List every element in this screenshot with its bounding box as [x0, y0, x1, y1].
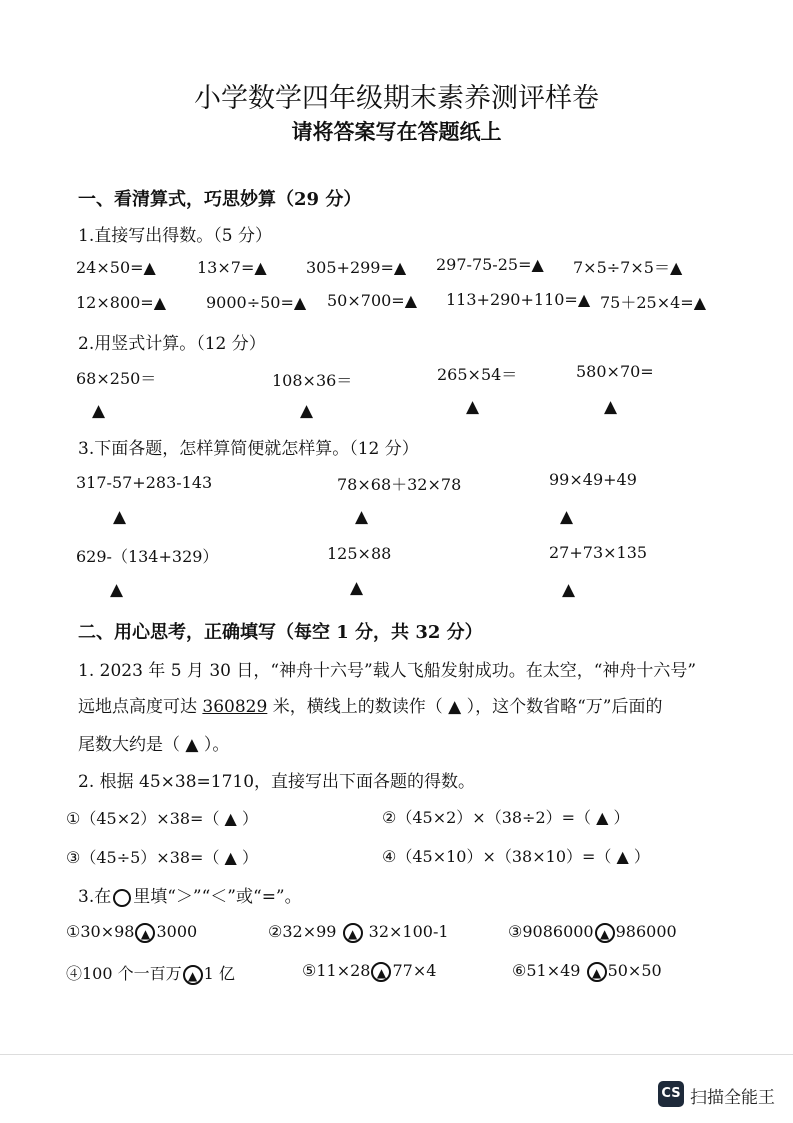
s2-q1-line1: 1. 2023 年 5 月 30 日，“神舟十六号”载人飞船发射成功。在太空，“神舟十六号” [78, 661, 697, 681]
s2-q2-heading: 2. 根据 45×38=1710，直接写出下面各题的得数。 [78, 772, 476, 792]
q1-heading: 1.直接写出得数。（5 分） [78, 226, 272, 246]
vertical-calc-item: 68×250＝ [76, 369, 157, 388]
calc-item: 9000÷50=▲ [206, 293, 307, 312]
compare-item: ②32×99 ▲ 32×100-1 [268, 922, 449, 941]
calc-item: 50×700=▲ [327, 291, 418, 310]
q3-heading: 3.下面各题，怎样算简便就怎样算。（12 分） [78, 439, 419, 459]
s2-q2-item: ③（45÷5）×38=（ ▲ ） [66, 848, 258, 867]
answer-triangle-icon: ▲ [466, 397, 480, 417]
circle-triangle-icon: ▲ [183, 965, 203, 985]
calc-item: 12×800=▲ [76, 293, 167, 312]
calc-item: 24×50=▲ [76, 258, 156, 277]
answer-triangle-icon: ▲ [113, 507, 127, 527]
simplify-item: 27+73×135 [549, 543, 648, 562]
s2-q1-line3: 尾数大约是（ ▲ ）。 [78, 735, 230, 755]
vertical-calc-item: 108×36＝ [272, 371, 353, 390]
page-subtitle: 请将答案写在答题纸上 [291, 119, 502, 144]
s2-q1-line2 [78, 692, 662, 717]
circle-triangle-icon: ▲ [595, 923, 615, 943]
s2-q1-line2-pre: 远地点高度可达 [78, 697, 197, 717]
answer-triangle-icon: ▲ [300, 401, 314, 421]
simplify-item: 629-（134+329） [76, 547, 219, 566]
answer-triangle-icon: ▲ [560, 507, 574, 527]
simplify-item: 78×68＋32×78 [337, 475, 462, 494]
s2-q1-line2-post: 米，横线上的数读作（ ▲ ），这个数省略“万”后面的 [272, 697, 663, 717]
circle-icon [113, 889, 131, 907]
answer-triangle-icon: ▲ [604, 397, 618, 417]
compare-item: ③9086000 ▲ 986000 [508, 922, 677, 941]
calc-item: 305+299=▲ [306, 258, 407, 277]
s2-q3-heading: 3.在 里填“＞”“＜”或“=”。 [78, 887, 302, 907]
compare-item: ①30×98 ▲ 3000 [66, 922, 198, 941]
s2-q2-item: ④（45×10）×（38×10）=（ ▲ ） [382, 847, 650, 866]
section2-heading: 二、用心思考，正确填写（每空 1 分，共 32 分） [78, 622, 483, 643]
answer-triangle-icon: ▲ [110, 580, 124, 600]
circle-triangle-icon: ▲ [135, 923, 155, 943]
scanner-brand-label: 扫描全能王 [690, 1088, 775, 1108]
q2-heading: 2.用竖式计算。（12 分） [78, 334, 266, 354]
s2-q2-item: ①（45×2）×38=（ ▲ ） [66, 809, 258, 828]
answer-triangle-icon: ▲ [355, 507, 369, 527]
circle-triangle-icon: ▲ [343, 923, 363, 943]
circle-triangle-icon: ▲ [371, 962, 391, 982]
s2-q2-item: ②（45×2）×（38÷2）=（ ▲ ） [382, 808, 630, 827]
calc-item: 297-75-25=▲ [436, 255, 544, 274]
circle-triangle-icon: ▲ [587, 962, 607, 982]
compare-item: ⑥51×49 ▲ 50×50 [512, 961, 662, 980]
calc-item: 75＋25×4=▲ [600, 293, 707, 312]
answer-triangle-icon: ▲ [562, 580, 576, 600]
simplify-item: 125×88 [327, 544, 392, 563]
answer-triangle-icon: ▲ [92, 401, 106, 421]
compare-item: ④100 个一百万 ▲ 1 亿 [66, 964, 235, 983]
footer-divider [0, 1054, 793, 1055]
calc-item: 7×5÷7×5＝▲ [573, 258, 683, 277]
answer-triangle-icon: ▲ [350, 578, 364, 598]
compare-item: ⑤11×28 ▲ 77×4 [302, 961, 437, 980]
simplify-item: 99×49+49 [549, 470, 637, 489]
vertical-calc-item: 580×70= [576, 362, 654, 381]
underlined-number: 360829 [202, 697, 268, 717]
vertical-calc-item: 265×54＝ [437, 365, 518, 384]
page-title: 小学数学四年级期末素养测评样卷 [194, 83, 599, 114]
calc-item: 113+290+110=▲ [446, 290, 591, 309]
section1-heading: 一、看清算式，巧思妙算（29 分） [78, 189, 362, 210]
simplify-item: 317-57+283-143 [76, 473, 213, 492]
scanner-logo-icon: CS [658, 1081, 684, 1107]
calc-item: 13×7=▲ [197, 258, 267, 277]
